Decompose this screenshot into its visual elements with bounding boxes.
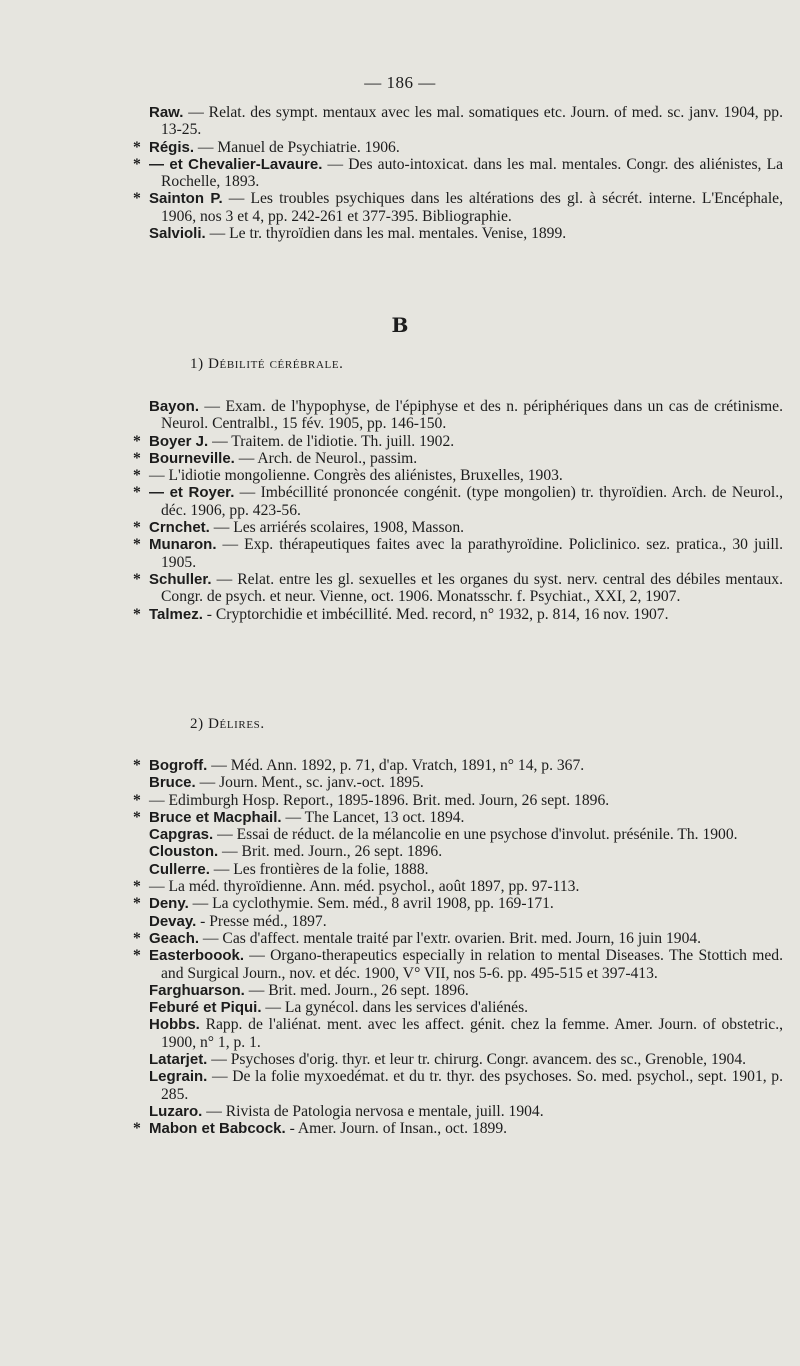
entry-marker: * xyxy=(133,605,141,623)
entry-marker: * xyxy=(133,791,141,809)
entry-author: Capgras. xyxy=(149,826,214,844)
entry-marker: * xyxy=(133,929,141,947)
entry-author: Devay. xyxy=(149,912,197,930)
entry-text: — Journ. Ment., sc. janv.-oct. 1895. xyxy=(195,774,424,792)
subheading-title: Débilité cérébrale. xyxy=(208,356,344,372)
entry-marker: * xyxy=(133,190,141,208)
bibliography-entry xyxy=(133,467,783,484)
entry-author: Schuller. xyxy=(149,570,212,588)
entry-author: Sainton P. xyxy=(149,190,223,208)
entry-text: — Brit. med. Journ., 26 sept. 1896. xyxy=(244,981,469,999)
entry-text: — Des auto-intoxicat. dans les mal. mentales. Congr. des aliénistes, La Rochelle, 1893. xyxy=(161,155,784,191)
bibliography-entry xyxy=(133,843,783,860)
bibliography-entry xyxy=(133,947,783,982)
entry-text: — Brit. med. Journ., 26 sept. 1896. xyxy=(218,843,443,861)
bibliography-entry xyxy=(133,878,783,895)
entry-author: Geach. xyxy=(149,929,200,947)
entry-marker: * xyxy=(133,467,141,485)
entry-text: — Organo-therapeutics especially in relation to mental Diseases. The Stottich med. and Surgical Journ., nov. et déc. 1900, V° VII, nos 5-6. pp. 495-515 et 397-413. xyxy=(161,947,783,982)
entry-text: — Psychoses d'orig. thyr. et leur tr. chirurg. Congr. avancem. des sc., Grenoble, 1904. xyxy=(207,1051,747,1069)
entry-author: Talmez. xyxy=(149,605,203,623)
entry-author: Deny. xyxy=(149,895,189,913)
entry-text: — Arch. de Neurol., passim. xyxy=(234,449,418,467)
entry-author: — et Chevalier-Lavaure. xyxy=(149,155,323,173)
bibliography-entry xyxy=(133,792,783,809)
entry-author: Hobbs. xyxy=(149,1016,200,1034)
entry-text: — Les arriérés scolaires, 1908, Masson. xyxy=(209,519,465,537)
entry-author: Feburé et Piqui. xyxy=(149,999,262,1017)
entry-author: Bogroff. xyxy=(149,757,208,774)
entry-marker: * xyxy=(133,570,141,588)
entry-author: — et Royer. xyxy=(149,484,235,502)
entry-text: - Presse méd., 1897. xyxy=(196,912,327,930)
entry-marker: * xyxy=(133,536,141,554)
bibliography-entry xyxy=(133,1120,783,1137)
entry-marker: * xyxy=(133,519,141,537)
entry-author: Luzaro. xyxy=(149,1102,203,1120)
entry-text: — Le tr. thyroïdien dans les mal. mentales. Venise, 1899. xyxy=(205,225,567,243)
entry-author: Raw. xyxy=(149,104,184,121)
entry-author: Legrain. xyxy=(149,1068,208,1086)
entry-author: Bourneville. xyxy=(149,449,235,467)
bibliography-entry xyxy=(133,913,783,930)
bibliography-block-a xyxy=(133,104,783,242)
entry-text: — Exp. thérapeutiques faites avec la parathyroïdine. Policlinico. sez. pratica., 30 juill. 1905. xyxy=(161,536,783,571)
entry-marker: * xyxy=(133,155,141,173)
bibliography-entry xyxy=(133,433,783,450)
entry-marker: * xyxy=(133,1120,141,1138)
entry-author: Cullerre. xyxy=(149,860,210,878)
entry-author: Régis. xyxy=(149,138,195,156)
bibliography-entry xyxy=(133,571,783,606)
entry-text: — Imbécillité prononcée congénit. (type mongolien) tr. thyroïdien. Arch. de Neurol., déc. 1906, pp. 423-56. xyxy=(161,484,783,519)
bibliography-entry xyxy=(133,398,783,433)
entry-text: — Cas d'affect. mentale traité par l'extr. ovarien. Brit. med. Journ, 16 juin 1904. xyxy=(199,929,702,947)
entry-text: — Manuel de Psychiatrie. 1906. xyxy=(194,138,400,156)
bibliography-entry xyxy=(133,774,783,791)
page-number: — 186 — xyxy=(364,73,436,92)
bibliography-block-b1 xyxy=(133,398,783,623)
entry-author: Mabon et Babcock. xyxy=(149,1120,286,1138)
entry-author: Bayon. xyxy=(149,398,200,415)
entry-text: - Cryptorchidie et imbécillité. Med. record, n° 1932, p. 814, 16 nov. 1907. xyxy=(202,605,669,623)
entry-marker: * xyxy=(133,878,141,896)
bibliography-entry xyxy=(133,156,783,191)
bibliography-entry xyxy=(133,1016,783,1051)
entry-author: Crnchet. xyxy=(149,519,210,537)
bibliography-entry xyxy=(133,104,783,139)
entry-marker: * xyxy=(133,947,141,965)
bibliography-entry xyxy=(133,190,783,225)
entry-text: — Relat. des sympt. mentaux avec les mal. somatiques etc. Journ. of med. sc. janv. 1904, pp. 13-25. xyxy=(161,104,783,139)
entry-text: — Les troubles psychiques dans les altérations des gl. à sécrét. interne. L'Encéphale, 1906, nos 3 et 4, pp. 242-261 et 377-395. Bibliographie. xyxy=(161,190,783,225)
subheading-title: Délires. xyxy=(208,716,265,732)
bibliography-entry xyxy=(133,484,783,519)
entry-text: Rapp. de l'aliénat. ment. avec les affect. génit. chez la femme. Amer. Journ. of obstetric., 1900, n° 1, p. 1. xyxy=(161,1016,783,1051)
entry-text: — Les frontières de la folie, 1888. xyxy=(209,860,429,878)
entry-author: Latarjet. xyxy=(149,1051,208,1069)
bibliography-entry xyxy=(133,1051,783,1068)
entry-text: — Rivista de Patologia nervosa e mentale, juill. 1904. xyxy=(202,1102,544,1120)
bibliography-entry xyxy=(133,895,783,912)
entry-text: — Relat. entre les gl. sexuelles et les organes du syst. nerv. central des débiles mentaux. Congr. de psych. et neur. Vienne, oct. 1906. Monatsschr. f. Psychiat., XXI, 2, 1907. xyxy=(161,570,783,606)
entry-marker: * xyxy=(133,757,141,774)
entry-author: Easterboook. xyxy=(149,947,245,965)
entry-author: Clouston. xyxy=(149,843,219,861)
entry-text: — La cyclothymie. Sem. méd., 8 avril 1908, pp. 169-171. xyxy=(188,895,554,913)
entry-text: - Amer. Journ. of Insan., oct. 1899. xyxy=(285,1120,508,1138)
subheading-number: 2) xyxy=(190,716,204,732)
entry-text: — La méd. thyroïdienne. Ann. méd. psychol., août 1897, pp. 97-113. xyxy=(149,878,580,896)
entry-text: — De la folie myxoedémat. et du tr. thyr. des psychoses. So. med. psychol., sept. 1901, p. 285. xyxy=(161,1068,783,1103)
bibliography-entry xyxy=(133,930,783,947)
entry-marker: * xyxy=(133,808,141,826)
entry-text: — Exam. de l'hypophyse, de l'épiphyse et des n. périphériques dans un cas de crétinisme. Neurol. Centralbl., 15 fév. 1905, pp. 146-150. xyxy=(161,398,783,433)
subheading-number: 1) xyxy=(190,356,204,372)
bibliography-entry xyxy=(133,519,783,536)
entry-marker: * xyxy=(133,484,141,502)
entry-text: — Edimburgh Hosp. Report., 1895-1896. Brit. med. Journ, 26 sept. 1896. xyxy=(149,791,610,809)
bibliography-block-b2 xyxy=(133,757,783,1138)
section-letter: B xyxy=(391,313,409,337)
entry-text: — L'idiotie mongolienne. Congrès des aliénistes, Bruxelles, 1903. xyxy=(149,467,563,485)
bibliography-entry xyxy=(133,450,783,467)
entry-author: Bruce. xyxy=(149,774,196,792)
entry-text: — The Lancet, 13 oct. 1894. xyxy=(281,808,465,826)
entry-marker: * xyxy=(133,138,141,156)
bibliography-entry xyxy=(133,1068,783,1103)
bibliography-entry xyxy=(133,1103,783,1120)
bibliography-entry xyxy=(133,139,783,156)
bibliography-entry xyxy=(133,809,783,826)
entry-author: Bruce et Macphail. xyxy=(149,808,282,826)
bibliography-entry xyxy=(133,999,783,1016)
bibliography-entry xyxy=(133,826,783,843)
entry-author: Boyer J. xyxy=(149,432,209,450)
entry-author: Farghuarson. xyxy=(149,981,245,999)
subheading-debilite xyxy=(190,356,344,373)
entry-marker: * xyxy=(133,895,141,913)
bibliography-entry xyxy=(133,757,783,774)
entry-text: — Méd. Ann. 1892, p. 71, d'ap. Vratch, 1891, n° 14, p. 367. xyxy=(207,757,585,774)
bibliography-entry xyxy=(133,225,783,242)
bibliography-entry xyxy=(133,982,783,999)
subheading-delires xyxy=(190,716,265,733)
entry-text: — Traitem. de l'idiotie. Th. juill. 1902. xyxy=(208,432,455,450)
entry-author: Salvioli. xyxy=(149,225,206,243)
bibliography-entry xyxy=(133,861,783,878)
entry-marker: * xyxy=(133,432,141,450)
entry-text: — La gynécol. dans les services d'aliénés. xyxy=(261,999,529,1017)
bibliography-entry xyxy=(133,536,783,571)
entry-marker: * xyxy=(133,449,141,467)
bibliography-entry xyxy=(133,606,783,623)
entry-text: — Essai de réduct. de la mélancolie en une psychose d'involut. présénile. Th. 1900. xyxy=(213,826,738,844)
entry-author: Munaron. xyxy=(149,536,217,554)
